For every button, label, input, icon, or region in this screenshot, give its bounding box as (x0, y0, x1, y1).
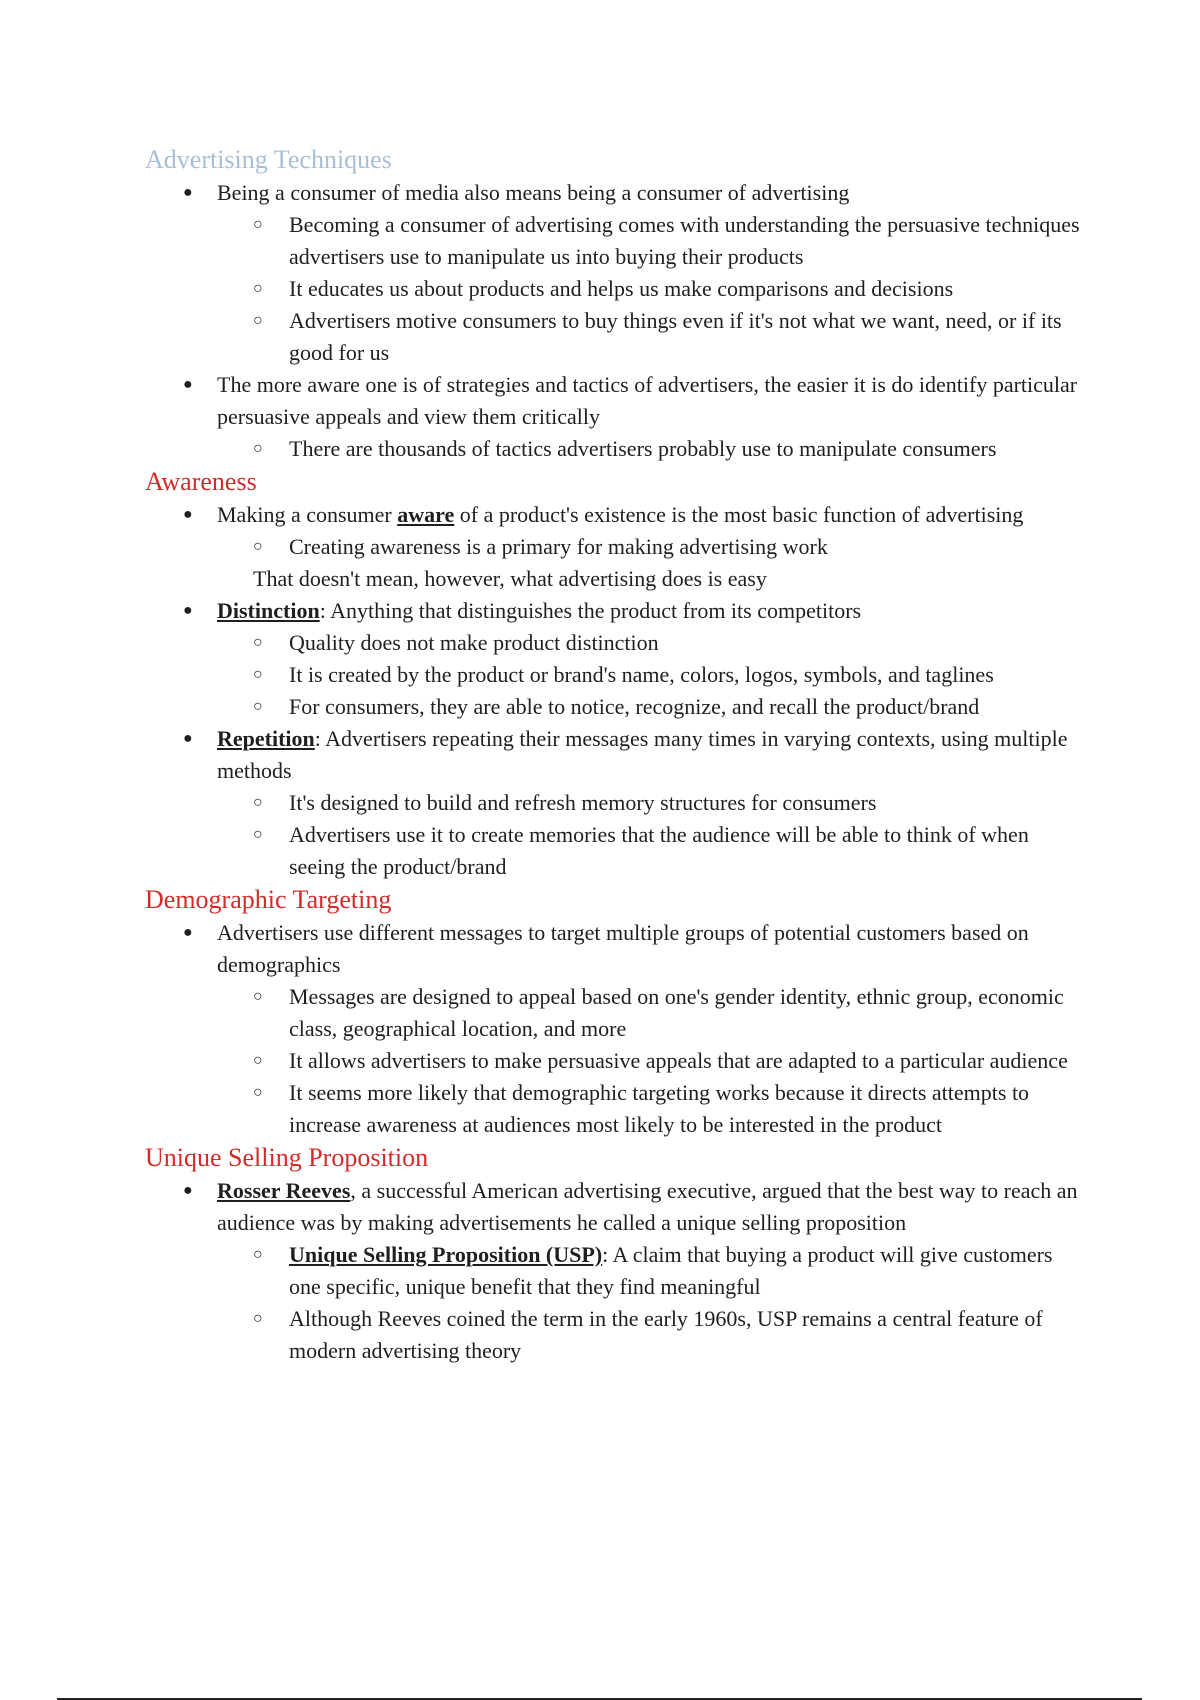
heading-demographic-targeting: Demographic Targeting (145, 885, 392, 914)
circle-bullet-icon: ○ (253, 280, 263, 297)
circle-bullet-icon: ○ (253, 634, 263, 651)
list-item-text: It educates us about products and helps us make comparisons and decisions (289, 276, 954, 301)
list-item (217, 305, 1085, 369)
advertising-list (145, 177, 1085, 465)
heading-unique-selling-proposition: Unique Selling Proposition (145, 1143, 429, 1172)
circle-bullet-icon: ○ (253, 312, 263, 329)
list-item (145, 1175, 1085, 1367)
circle-bullet-icon: ○ (253, 440, 263, 457)
list-item (217, 433, 1085, 465)
circle-bullet-icon: ○ (253, 794, 263, 811)
list-item-text: Becoming a consumer of advertising comes with understanding the persuasive techniques advertisers use to manipulate us into buying their products (289, 212, 1080, 269)
heading-awareness: Awareness (145, 467, 257, 496)
key-term-rosser-reeves: Rosser Reeves (217, 1178, 351, 1203)
text-segment: Making a consumer (217, 502, 398, 527)
list-item (217, 1303, 1085, 1367)
list-item-text: It seems more likely that demographic targeting works because it directs attempts to increase awareness at audiences most likely to be interested in the product (289, 1080, 1030, 1137)
circle-bullet-icon: ○ (253, 1310, 263, 1327)
list-item (145, 177, 1085, 369)
circle-bullet-icon: ○ (253, 538, 263, 555)
demographic-list (145, 917, 1085, 1141)
list-item-text: It allows advertisers to make persuasive appeals that are adapted to a particular audience (289, 1048, 1068, 1073)
list-item (217, 691, 1085, 723)
key-term-aware: aware (397, 502, 455, 527)
list-item (217, 819, 1085, 883)
list-item (217, 627, 1085, 659)
text-segment: of a product's existence is the most basic function of advertising (454, 502, 1024, 527)
key-term-usp: Unique Selling Proposition (USP) (289, 1242, 603, 1267)
list-item-text: Being a consumer of media also means being a consumer of advertising (217, 180, 850, 205)
bullet-icon: ● (183, 602, 193, 619)
text-segment: , a successful American advertising executive, argued that the best way to reach an audience was by making advertisements he called a unique selling proposition (217, 1178, 1078, 1235)
list-item-text (217, 723, 1085, 787)
list-item-text: Advertisers use different messages to target multiple groups of potential customers based on demographics (217, 920, 1029, 977)
circle-bullet-icon: ○ (253, 1084, 263, 1101)
list-item-text: For consumers, they are able to notice, recognize, and recall the product/brand (289, 694, 980, 719)
bullet-icon: ● (183, 376, 193, 393)
list-item (217, 273, 1085, 305)
list-item (217, 659, 1085, 691)
text-segment: : Advertisers repeating their messages many times in varying contexts, using multiple methods (217, 726, 1068, 783)
bullet-icon: ● (183, 184, 193, 201)
list-item (217, 981, 1085, 1045)
list-item (217, 1239, 1085, 1303)
circle-bullet-icon: ○ (253, 1246, 263, 1263)
list-item (145, 917, 1085, 1141)
list-item-text: Creating awareness is a primary for making advertising work (289, 534, 828, 559)
list-item (145, 369, 1085, 465)
key-term-distinction: Distinction (217, 598, 320, 623)
list-item-text (217, 499, 1085, 531)
list-item (145, 499, 1085, 595)
list-item (217, 1045, 1085, 1077)
list-item (145, 595, 1085, 723)
list-item-text: Quality does not make product distinction (289, 630, 659, 655)
heading-advertising-techniques: Advertising Techniques (145, 145, 392, 174)
list-item-text (217, 595, 1085, 627)
awareness-list (145, 499, 1085, 883)
circle-bullet-icon: ○ (253, 666, 263, 683)
list-item-text: It is created by the product or brand's name, colors, logos, symbols, and taglines (289, 662, 994, 687)
list-item-text: The more aware one is of strategies and tactics of advertisers, the easier it is do identify particular persuasive appeals and view them critically (217, 372, 1078, 429)
list-item (217, 209, 1085, 273)
usp-list (145, 1175, 1085, 1367)
list-item-text: Advertisers use it to create memories that the audience will be able to think of when seeing the product/brand (289, 822, 1029, 879)
list-item-text: Although Reeves coined the term in the early 1960s, USP remains a central feature of modern advertising theory (289, 1306, 1043, 1363)
list-item-text: Messages are designed to appeal based on one's gender identity, ethnic group, economic class, geographical location, and more (289, 984, 1064, 1041)
circle-bullet-icon: ○ (253, 698, 263, 715)
text-segment: : A claim that buying a product will give customers one specific, unique benefit that they find meaningful (289, 1242, 1053, 1299)
list-item-text (217, 1175, 1085, 1239)
list-item (217, 531, 1085, 563)
circle-bullet-icon: ○ (253, 988, 263, 1005)
list-item (217, 787, 1085, 819)
note-text: That doesn't mean, however, what advertising does is easy (253, 566, 767, 591)
bullet-icon: ● (183, 924, 193, 941)
list-item-text: It's designed to build and refresh memory structures for consumers (289, 790, 877, 815)
circle-bullet-icon: ○ (253, 1052, 263, 1069)
bullet-icon: ● (183, 730, 193, 747)
circle-bullet-icon: ○ (253, 216, 263, 233)
list-item (217, 1077, 1085, 1141)
list-item-text: Advertisers motive consumers to buy things even if it's not what we want, need, or if its good for us (289, 308, 1062, 365)
circle-bullet-icon: ○ (253, 826, 263, 843)
key-term-repetition: Repetition (217, 726, 315, 751)
list-item-text: There are thousands of tactics advertisers probably use to manipulate consumers (289, 436, 997, 461)
list-item (145, 723, 1085, 883)
text-segment: : Anything that distinguishes the product from its competitors (319, 598, 862, 623)
document-body (145, 143, 1085, 1367)
list-item-text (289, 1239, 1085, 1303)
bullet-icon: ● (183, 1182, 193, 1199)
bullet-icon: ● (183, 506, 193, 523)
